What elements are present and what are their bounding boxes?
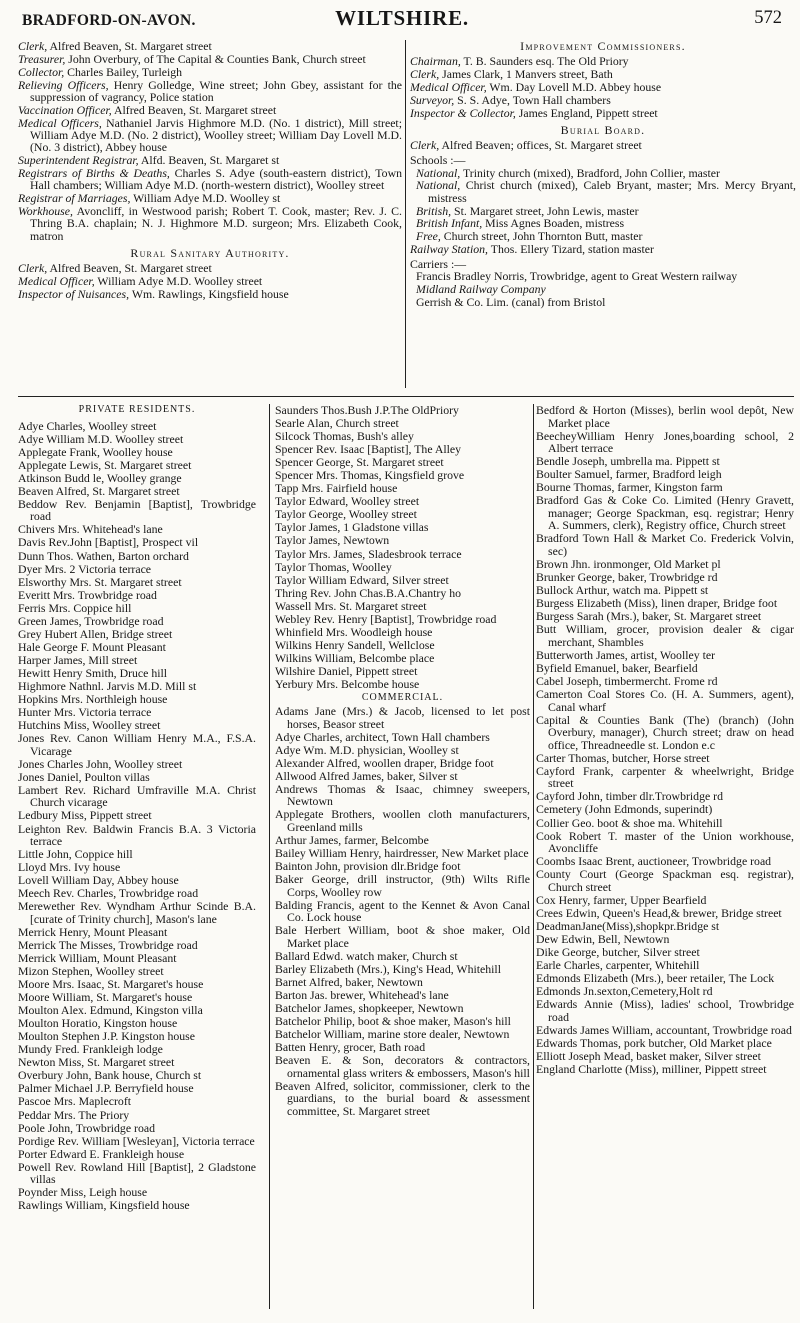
commercial-title: COMMERCIAL. [361, 691, 444, 703]
rural-entry [18, 262, 402, 274]
resident-entry: Atkinson Budd le, Woolley grange [18, 470, 182, 485]
carrier-entry [416, 270, 796, 282]
official-entry-text: Avoncliff, in Westwood parish; Robert T. Cook, master; Rev. J. C. Thring B.A. chaplain; N. J. Highmore M.D. surgeon; Mrs. Elizabeth Cook, matron [30, 203, 402, 243]
commercial-entry: Cayford Frank, carpenter & wheelwright, Bridge street [536, 763, 794, 791]
improvement-entry-label: Clerk, [410, 67, 440, 82]
resident-entry: Taylor George, Woolley street [275, 507, 417, 522]
carrier-entry [416, 296, 796, 308]
school-entry-text: Church street, John Thornton Butt, master [440, 229, 643, 244]
rural-sanitary-list [18, 262, 402, 300]
official-entry-label: Treasurer, [18, 51, 66, 66]
resident-entry: Green James, Trowbridge road [18, 613, 164, 628]
school-entry [416, 179, 796, 204]
section-rule [18, 396, 794, 397]
commercial-entry: Butt William, grocer, provision dealer & cigar merchant, Shambles [536, 622, 794, 649]
official-entry-text: Charles S. Adye (south-eastern district), Town Hall chambers; William Adye M.D. (north-western district), Woolley street [30, 165, 402, 193]
resident-entry: Spencer Mrs. Thomas, Kingsfield grove [275, 468, 465, 483]
commercial-entry: Adams Jane (Mrs.) & Jacob, licensed to let post horses, Beasor street [275, 704, 530, 731]
resident-entry: Moulton Alex. Edmund, Kingston villa [18, 1003, 203, 1018]
commercial-entry: Edwards Annie (Miss), ladies' school, Trowbridge road [536, 997, 794, 1024]
carrier-entry [416, 283, 796, 295]
commercial-entry: Balding Francis, agent to the Kennet & Avon Canal Co. Lock house [275, 897, 530, 925]
commercial-entry: Carter Thomas, butcher, Horse street [536, 750, 710, 765]
resident-entry: Spencer Rev. Isaac [Baptist], The Alley [275, 442, 462, 457]
resident-entry: Taylor James, Newtown [275, 533, 390, 548]
resident-entry: Wassell Mrs. St. Margaret street [275, 598, 427, 613]
commercial-entry: Burgess Sarah (Mrs.), baker, St. Margaret street [536, 609, 762, 624]
resident-entry: Little John, Coppice hill [18, 847, 133, 862]
official-entry [18, 66, 402, 78]
rural-entry-text: Alfred Beaven, St. Margaret street [47, 261, 212, 276]
commercial-entry: Ballard Edwd. watch maker, Church st [275, 948, 458, 963]
official-entry-label: Workhouse, [18, 203, 73, 218]
resident-entry: Thring Rev. John Chas.B.A.Chantry ho [275, 585, 462, 600]
schools-heading: Schools :— [410, 152, 466, 167]
resident-entry: Wilkins Henry Sandell, Wellclose [275, 637, 435, 652]
resident-entry: Webley Rev. Henry [Baptist], Trowbridge road [275, 611, 497, 626]
commercial-entry: Elliott Joseph Mead, basket maker, Silver street [536, 1048, 761, 1063]
resident-entry: Wilshire Daniel, Pippett street [275, 663, 418, 678]
commercial-entry: Bailey William Henry, hairdresser, New Market place [275, 846, 529, 861]
improvement-entry-label: Inspector & Collector, [410, 105, 516, 120]
railway-label: Railway Station, [410, 242, 488, 257]
official-entry-text: Alfd. Beaven, St. Margaret st [138, 153, 280, 168]
school-entry-label: National, [416, 165, 461, 180]
commercial-entry: Bendle Joseph, umbrella ma. Pippett st [536, 454, 720, 469]
commercial-entry: Bainton John, provision dlr.Bridge foot [275, 859, 461, 874]
resident-entry: Hale George F. Mount Pleasant [18, 639, 166, 654]
commercial-entry: Brunker George, baker, Trowbridge rd [536, 570, 718, 585]
carrier-entry-label: Midland Railway Company [416, 282, 546, 297]
commercial-entry: Butterworth James, artist, Woolley ter [536, 647, 716, 662]
resident-entry: Pascoe Mrs. Maplecroft [18, 1094, 132, 1109]
school-entry-text: Miss Agnes Boaden, mistress [482, 216, 625, 231]
col3-list [536, 404, 794, 1075]
official-entry [18, 79, 402, 104]
commercial-entry: Applegate Brothers, woollen cloth manufacturers, Greenland mills [275, 807, 530, 834]
improvement-entry-label: Medical Officer, [410, 80, 487, 95]
official-entry [18, 167, 402, 192]
resident-entry: Everitt Mrs. Trowbridge road [18, 587, 157, 602]
commercial-entry: Arthur James, farmer, Belcombe [275, 833, 429, 848]
commercial-entry: Coombs Isaac Brent, auctioneer, Trowbridge road [536, 854, 772, 869]
resident-entry: Taylor Edward, Woolley street [275, 494, 420, 509]
officials-right-column [410, 40, 796, 309]
resident-entry: Tapp Mrs. Fairfield house [275, 481, 398, 496]
column-divider [405, 40, 406, 388]
col2-list [275, 404, 530, 691]
resident-entry: Powell Rev. Rowland Hill [Baptist], 2 Gladstone villas [18, 1159, 256, 1187]
commercial-entry: Byfield Emanuel, baker, Bearfield [536, 660, 698, 675]
school-entry-label: National, [416, 178, 461, 193]
official-entry-label: Collector, [18, 64, 65, 79]
resident-entry: Applegate Lewis, St. Margaret street [18, 457, 192, 472]
resident-entry: Beddow Rev. Benjamin [Baptist], Trowbridge road [18, 496, 256, 524]
official-entry-label: Superintendent Registrar, [18, 153, 139, 168]
resident-entry: Hewitt Henry Smith, Druce hill [18, 665, 168, 680]
resident-entry: Rawlings William, Kingsfield house [18, 1198, 190, 1213]
page-header [22, 6, 782, 34]
improvement-entry-label: Surveyor, [410, 92, 455, 107]
resident-entry: Lloyd Mrs. Ivy house [18, 860, 121, 875]
resident-entry: Taylor William Edward, Silver street [275, 572, 449, 587]
resident-entry: Wilkins William, Belcombe place [275, 650, 435, 665]
resident-entry: Lovell William Day, Abbey house [18, 873, 179, 888]
official-entry [18, 192, 402, 204]
commercial-entry: Crees Edwin, Queen's Head,& brewer, Bridge street [536, 905, 782, 920]
residents-columns [18, 404, 794, 1319]
commercial-entry: Batchelor William, marine store dealer, Newtown [275, 1027, 510, 1042]
official-entry-text: William Adye M.D. Woolley st [130, 191, 281, 206]
commercial-entry: Batchelor James, shopkeeper, Newtown [275, 1001, 464, 1016]
rural-entry [18, 288, 402, 300]
resident-entry: Moulton Stephen J.P. Kingston house [18, 1029, 195, 1044]
column-1 [18, 404, 256, 1212]
school-entry-text: Trinity church (mixed), Bradford, John Collier, master [460, 165, 720, 180]
column-2 [275, 404, 530, 1118]
commercial-entry: Boulter Samuel, farmer, Bradford leigh [536, 467, 722, 482]
official-entry-label: Relieving Officers, [18, 77, 109, 92]
rural-entry-text: William Adye M.D. Woolley street [94, 274, 263, 289]
school-entry-label: British, [416, 203, 452, 218]
school-entry [416, 230, 796, 242]
resident-entry: Merewether Rev. Wyndham Arthur Scinde B.A. [curate of Trinity church], Mason's lane [18, 899, 256, 926]
improvement-entry-text: S. S. Adye, Town Hall chambers [454, 92, 611, 107]
improvement-entry-text: James England, Pippett street [515, 105, 658, 120]
official-entry [18, 53, 402, 65]
resident-entry: Ledbury Miss, Pippett street [18, 808, 152, 823]
rural-entry-label: Medical Officer, [18, 274, 95, 289]
official-entry-label: Medical Officers, [18, 115, 102, 130]
resident-entry: Adye William M.D. Woolley street [18, 431, 184, 446]
resident-entry: Searle Alan, Church street [275, 416, 399, 431]
header-town: BRADFORD-ON-AVON. [22, 12, 196, 29]
official-entry-text: Alfred Beaven, St. Margaret street [47, 39, 212, 53]
resident-entry: Davis Rev.John [Baptist], Prospect vil [18, 535, 199, 550]
private-residents-title: PRIVATE RESIDENTS. [78, 404, 196, 415]
resident-entry: Jones Rev. Canon William Henry M.A., F.S.A. Vicarage [18, 731, 256, 758]
commercial-entry: Dike George, butcher, Silver street [536, 944, 700, 959]
school-entry [416, 205, 796, 217]
resident-entry: Poole John, Trowbridge road [18, 1120, 155, 1135]
resident-entry: Beaven Alfred, St. Margaret street [18, 483, 180, 498]
commercial-entry: Adye Charles, architect, Town Hall chambers [275, 729, 490, 744]
improvement-entry [410, 107, 796, 119]
resident-entry: Hunter Mrs. Victoria terrace [18, 705, 152, 720]
commercial-entry: Dew Edwin, Bell, Newtown [536, 931, 670, 946]
commercial-entry: Adye Wm. M.D. physician, Woolley st [275, 742, 459, 757]
resident-entry: Yerbury Mrs. Belcombe house [275, 676, 420, 691]
improvement-entry [410, 55, 796, 67]
commercial-entry: Edwards James William, accountant, Trowbridge road [536, 1022, 792, 1037]
school-entry [416, 167, 796, 179]
commercial-entry: Batten Henry, grocer, Bath road [275, 1040, 426, 1055]
school-entry [416, 217, 796, 229]
official-entry-label: Registrar of Marriages, [18, 191, 131, 206]
resident-entry: Adye Charles, Woolley street [18, 418, 157, 433]
burial-clerk-label: Clerk, [410, 138, 440, 153]
resident-entry: Overbury John, Bank house, Church st [18, 1068, 202, 1083]
commercial-entry: Alexander Alfred, woollen draper, Bridge foot [275, 755, 494, 770]
official-entry-text: Charles Bailey, Turleigh [64, 64, 183, 79]
resident-entry: Taylor Thomas, Woolley [275, 559, 392, 574]
commercial-entry: Barnet Alfred, baker, Newtown [275, 975, 423, 990]
commercial-entry: Bullock Arthur, watch ma. Pippett st [536, 583, 709, 598]
commercial-entry: Bradford Gas & Coke Co. Limited (Henry Gravett, manager; George Spackman, esq. registrar; Henry A. Summers, clerk), Registry office, Church street [536, 493, 794, 533]
school-entry-text: St. Margaret street, John Lewis, master [451, 203, 639, 218]
carrier-entry-text: Francis Bradley Norris, Trowbridge, agent to Great Western railway [416, 269, 738, 284]
school-entry-label: Free, [416, 229, 441, 244]
burial-clerk-text: Alfred Beaven; offices, St. Margaret street [439, 138, 642, 153]
commercial-entry: Cayford John, timber dlr.Trowbridge rd [536, 789, 723, 804]
schools-list [410, 167, 796, 243]
resident-entry: Dyer Mrs. 2 Victoria terrace [18, 561, 152, 576]
carrier-entry-text: Gerrish & Co. Lim. (canal) from Bristol [416, 295, 606, 310]
commercial-entry: Edmonds Elizabeth (Mrs.), beer retailer, The Lock [536, 971, 775, 986]
improvement-entry-label: Chairman, [410, 54, 461, 69]
commercial-entry: Edmonds Jn.sexton,Cemetery,Holt rd [536, 984, 713, 999]
officials-left-column [18, 40, 402, 301]
official-entry-text: Henry Golledge, Wine street; John Gbey, assistant for the suppression of vagrancy, Police station [30, 77, 402, 104]
resident-entry: Jones Daniel, Poulton villas [18, 769, 150, 784]
official-entry-text: Alfred Beaven, St. Margaret street [111, 102, 277, 117]
burial-clerk [410, 139, 796, 151]
resident-entry: Lambert Rev. Richard Umfraville M.A. Christ Church vicarage [18, 782, 256, 810]
improvement-entry [410, 68, 796, 80]
resident-entry: Silcock Thomas, Bush's alley [275, 429, 414, 444]
resident-entry: Merrick The Misses, Trowbridge road [18, 937, 198, 952]
page-number: 572 [754, 8, 782, 28]
resident-entry: Merrick William, Mount Pleasant [18, 950, 177, 965]
resident-entry: Newton Miss, St. Margaret street [18, 1055, 175, 1070]
resident-entry: Whinfield Mrs. Woodleigh house [275, 624, 433, 639]
commercial-entry: Cox Henry, farmer, Upper Bearfield [536, 892, 707, 907]
commercial-entry: Allwood Alfred James, baker, Silver st [275, 768, 458, 783]
improvement-entry [410, 94, 796, 106]
official-entry [18, 104, 402, 116]
commercial-entry: Cabel Joseph, timbermercht. Frome rd [536, 673, 718, 688]
official-entry-label: Vaccination Officer, [18, 102, 112, 117]
resident-entry: Jones Charles John, Woolley street [18, 756, 183, 771]
commercial-entry: Bourne Thomas, farmer, Kingston farm [536, 480, 723, 495]
resident-entry: Dunn Thos. Wathen, Barton orchard [18, 548, 189, 563]
resident-entry: Palmer Michael J.P. Berryfield house [18, 1081, 194, 1096]
commercial-entry: Beaven E. & Son, decorators & contractors, ornamental glass writers & embossers, Mason's hill [275, 1053, 530, 1080]
commercial-entry: Earle Charles, carpenter, Whitehill [536, 958, 700, 973]
rural-entry-label: Inspector of Nuisances, [18, 287, 130, 302]
resident-entry: Merrick Henry, Mount Pleasant [18, 924, 168, 939]
commercial-entry: Capital & Counties Bank (The) (branch) (John Overbury, manager), Church street; draw on head office, Threadneedle st. London e.c [536, 712, 794, 752]
improvement-entry [410, 81, 796, 93]
rural-entry [18, 275, 402, 287]
improvement-title: Improvement Commissioners. [520, 39, 686, 53]
railway-station [410, 243, 796, 255]
resident-entry: Chivers Mrs. Whitehead's lane [18, 522, 163, 537]
resident-entry: Porter Edward E. Frankleigh house [18, 1146, 185, 1161]
column-divider-1 [269, 404, 270, 1309]
resident-entry: Ferris Mrs. Coppice hill [18, 600, 132, 615]
official-entry [18, 117, 402, 154]
official-entry-label: Clerk, [18, 39, 48, 53]
resident-entry: Poynder Miss, Leigh house [18, 1185, 148, 1200]
improvement-entry-text: James Clark, 1 Manvers street, Bath [439, 67, 613, 82]
officials-list [18, 40, 402, 242]
resident-entry: Meech Rev. Charles, Trowbridge road [18, 886, 199, 901]
commercial-entry: Bedford & Horton (Misses), berlin wool depôt, New Market place [536, 403, 794, 430]
resident-entry: Pordige Rev. William [Wesleyan], Victoria terrace [18, 1133, 255, 1148]
resident-entry: Moore Mrs. Isaac, St. Margaret's house [18, 977, 204, 992]
resident-entry: Highmore Nathnl. Jarvis M.D. Mill st [18, 678, 197, 693]
commercial-entry: Baker George, drill instructor, (9th) Wilts Rifle Corps, Woolley row [275, 872, 530, 899]
resident-entry: Moore William, St. Margaret's house [18, 990, 193, 1005]
col2b-list [275, 705, 530, 1118]
resident-entry: Harper James, Mill street [18, 652, 138, 667]
resident-entry: Spencer George, St. Margaret street [275, 455, 444, 470]
improvement-entry-text: T. B. Saunders esq. The Old Priory [460, 54, 629, 69]
resident-entry: Moulton Horatio, Kingston house [18, 1016, 178, 1031]
commercial-entry: BeecheyWilliam Henry Jones,boarding school, 2 Albert terrace [536, 428, 794, 456]
resident-entry: Applegate Frank, Woolley house [18, 444, 173, 459]
railway-text: Thos. Ellery Tizard, station master [488, 242, 654, 257]
col1-list [18, 420, 256, 1212]
official-entry [18, 154, 402, 166]
commercial-entry: Beaven Alfred, solicitor, commissioner, clerk to the guardians, to the burial board & assessment committee, St. Margaret street [275, 1078, 530, 1119]
burial-title: Burial Board. [560, 123, 646, 138]
officials-section [18, 40, 796, 390]
rural-entry-label: Clerk, [18, 261, 48, 276]
commercial-entry: Collier Geo. boot & shoe ma. Whitehill [536, 815, 723, 830]
resident-entry: Peddar Mrs. The Priory [18, 1107, 130, 1122]
official-entry-text: John Overbury, of The Capital & Counties Bank, Church street [65, 51, 366, 66]
carriers-heading: Carriers :— [410, 256, 467, 271]
official-entry-label: Registrars of Births & Deaths, [18, 165, 170, 180]
commercial-entry: Cook Robert T. master of the Union workhouse, Avoncliffe [536, 828, 794, 856]
commercial-entry: Bale Herbert William, boot & shoe maker, Old Market place [275, 923, 530, 950]
commercial-entry: Barley Elizabeth (Mrs.), King's Head, Whitehill [275, 962, 501, 977]
commercial-entry: Cemetery (John Edmonds, superindt) [536, 802, 713, 817]
carriers-list [410, 270, 796, 308]
commercial-entry: Bradford Town Hall & Market Co. Frederick Volvin, sec) [536, 531, 794, 559]
commercial-entry: Batchelor Philip, boot & shoe maker, Mason's hill [275, 1014, 511, 1029]
column-3 [536, 404, 794, 1076]
improvement-list [410, 55, 796, 119]
official-entry-text: Nathaniel Jarvis Highmore M.D. (No. 1 district), Mill street; William Adye M.D. (No. 2 district), Woolley street; William Day Lovell M.D. (No. 3 district), Abbey house [30, 115, 402, 155]
commercial-entry: England Charlotte (Miss), milliner, Pippett street [536, 1061, 767, 1076]
commercial-entry: Camerton Coal Stores Co. (H. A. Summers, agent), Canal wharf [536, 687, 794, 714]
resident-entry: Mundy Fred. Frankleigh lodge [18, 1042, 163, 1057]
commercial-entry: Barton Jas. brewer, Whitehead's lane [275, 988, 449, 1003]
resident-entry: Taylor Mrs. James, Sladesbrook terrace [275, 546, 462, 561]
resident-entry: Taylor James, 1 Gladstone villas [275, 520, 429, 535]
school-entry-label: British Infant, [416, 216, 483, 231]
resident-entry: Elsworthy Mrs. St. Margaret street [18, 574, 182, 589]
resident-entry: Hopkins Mrs. Northleigh house [18, 692, 168, 707]
commercial-entry: County Court (George Spackman esq. registrar), Church street [536, 867, 794, 894]
school-entry-text: Christ church (mixed), Caleb Bryant, master; Mrs. Mercy Bryant, mistress [428, 178, 796, 205]
commercial-entry: Brown Jhn. ironmonger, Old Market pl [536, 557, 721, 572]
official-entry [18, 205, 402, 242]
commercial-entry: Edwards Thomas, pork butcher, Old Market place [536, 1035, 772, 1050]
official-entry [18, 40, 402, 52]
rural-entry-text: Wm. Rawlings, Kingsfield house [129, 287, 289, 302]
resident-entry: Hutchins Miss, Woolley street [18, 718, 161, 733]
commercial-entry: DeadmanJane(Miss),shopkpr.Bridge st [536, 918, 720, 933]
commercial-entry: Andrews Thomas & Isaac, chimney sweepers, Newtown [275, 781, 530, 809]
resident-entry: Grey Hubert Allen, Bridge street [18, 626, 173, 641]
rural-sanitary-title: Rural Sanitary Authority. [130, 246, 290, 260]
header-county: WILTSHIRE. [335, 6, 469, 30]
improvement-entry-text: Wm. Day Lovell M.D. Abbey house [486, 80, 662, 95]
resident-entry: Mizon Stephen, Woolley street [18, 964, 164, 979]
resident-entry: Leighton Rev. Baldwin Francis B.A. 3 Victoria terrace [18, 821, 256, 849]
commercial-entry: Burgess Elizabeth (Miss), linen draper, Bridge foot [536, 596, 778, 611]
column-divider-2 [533, 404, 534, 1309]
resident-entry: Saunders Thos.Bush J.P.The OldPriory [275, 403, 459, 417]
